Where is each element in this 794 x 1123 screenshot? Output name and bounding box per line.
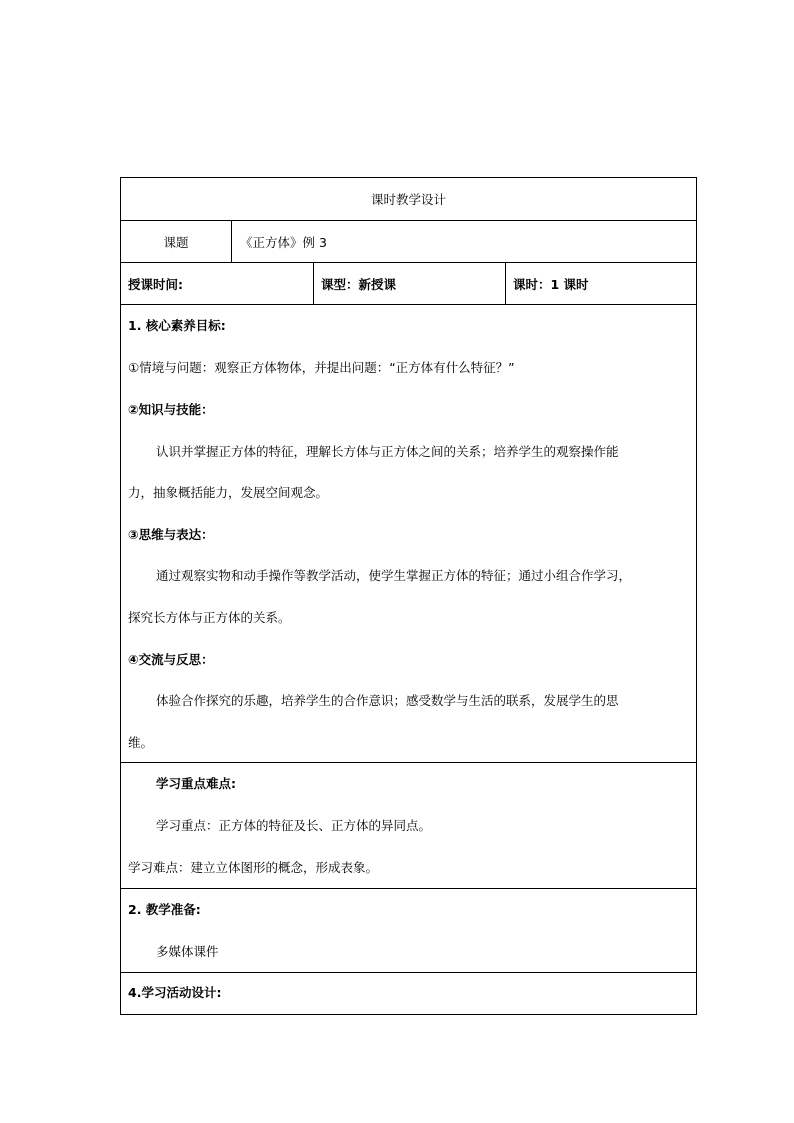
time-cell	[121, 263, 313, 304]
lesson-row	[121, 221, 696, 263]
lesson-label: 课题	[163, 234, 189, 250]
activity-section	[121, 973, 696, 1014]
hours-cell	[505, 263, 696, 304]
page-title: 课时教学设计	[370, 192, 446, 207]
lesson-value: 《正方体》例 3	[240, 234, 327, 250]
key-points-section	[121, 763, 696, 889]
key-points-focus: 学习重点：正方体的特征及长、正方体的异同点。	[156, 818, 432, 833]
key-points-difficulty: 学习难点：建立立体图形的概念，形成表象。	[128, 860, 379, 875]
preparation-heading: 2. 教学准备:	[128, 902, 201, 917]
objective-reflection-line1: 体验合作探究的乐趣，培养学生的合作意识；感受数学与生活的联系，发展学生的思	[156, 693, 619, 708]
title-row	[121, 178, 696, 221]
objective-thinking-heading: ③思维与表达：	[128, 527, 214, 542]
objective-thinking-line2: 探究长方体与正方体的关系。	[128, 610, 291, 625]
objective-thinking-line1: 通过观察实物和动手操作等教学活动，使学生掌握正方体的特征；通过小组合作学习，	[156, 568, 632, 583]
time-label: 授课时间:	[128, 276, 183, 292]
preparation-section	[121, 889, 696, 973]
objective-situation: ①情境与问题：观察正方体物体，并提出问题：“正方体有什么特征？”	[128, 360, 515, 375]
objective-reflection-heading: ④交流与反思：	[128, 652, 214, 667]
info-row	[121, 263, 696, 305]
hours-label: 课时：1 课时	[513, 276, 589, 292]
activity-heading: 4.学习活动设计:	[128, 985, 222, 1000]
objectives-heading: 1. 核心素养目标:	[128, 318, 226, 333]
type-label: 课型：新授课	[321, 276, 397, 292]
key-points-heading: 学习重点难点:	[156, 776, 236, 791]
lesson-label-cell	[121, 221, 231, 262]
objective-knowledge-line1: 认识并掌握正方体的特征，理解长方体与正方体之间的关系；培养学生的观察操作能	[156, 444, 619, 459]
lesson-value-cell	[231, 221, 696, 262]
preparation-content: 多媒体课件	[156, 944, 219, 959]
objectives-section	[121, 305, 696, 763]
objective-knowledge-line2: 力，抽象概括能力，发展空间观念。	[128, 485, 329, 500]
lesson-plan-table	[120, 177, 697, 1015]
objective-reflection-line2: 维。	[128, 735, 154, 750]
title-cell	[121, 178, 696, 220]
type-cell	[313, 263, 505, 304]
objective-knowledge-heading: ②知识与技能：	[128, 402, 214, 417]
